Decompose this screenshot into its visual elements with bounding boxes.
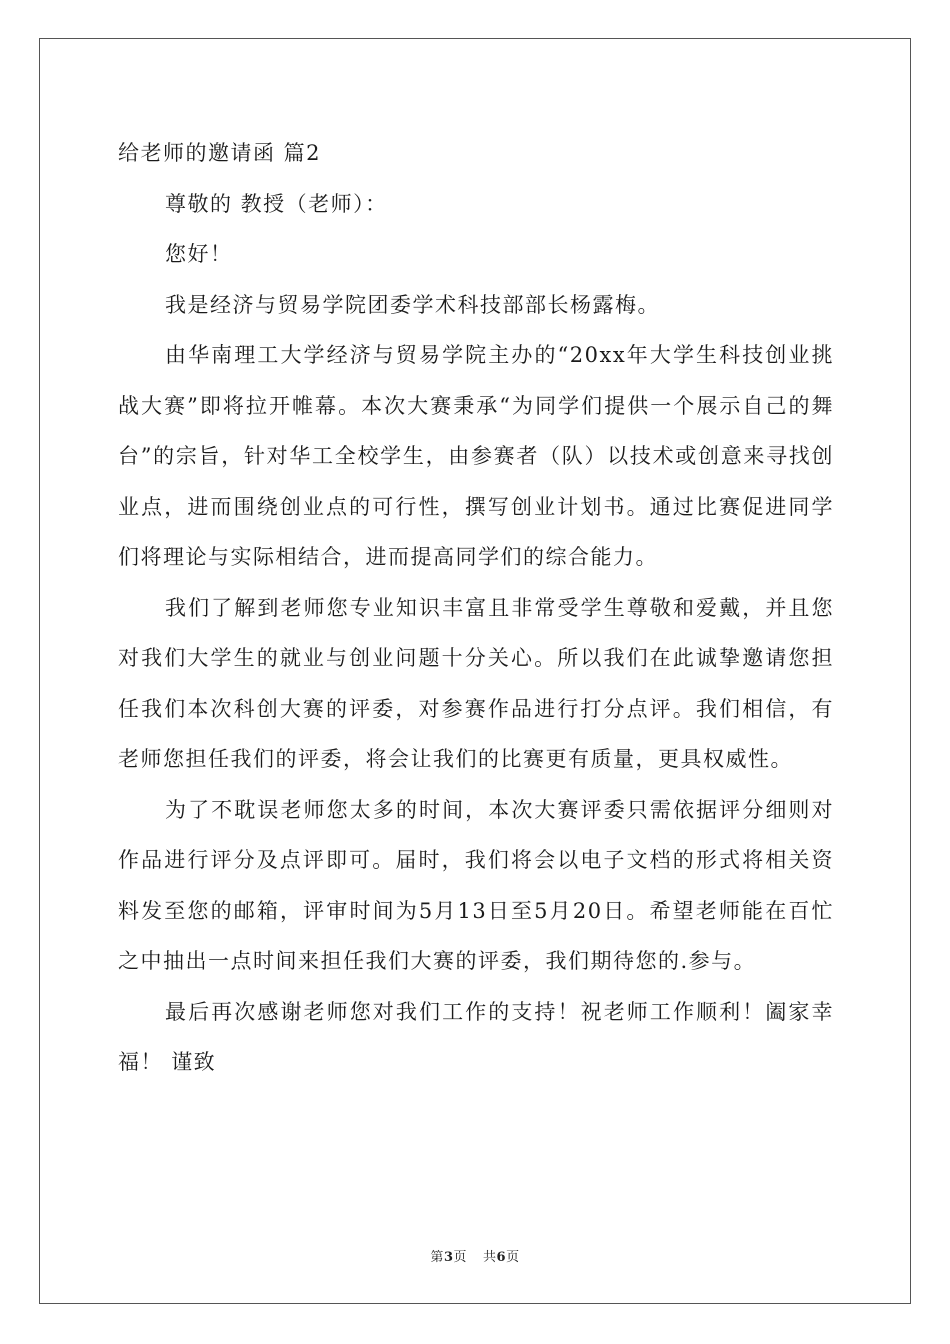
page-footer <box>0 1246 950 1265</box>
paragraph-invitation: 我们了解到老师您专业知识丰富且非常受学生尊敬和爱戴，并且您对我们大学生的就业与创业问题十分关心。所以我们在此诚挚邀请您担任我们本次科创大赛的评委，对参赛作品进行打分点评。我们相信，有老师您担任我们的评委，将会让我们的比赛更有质量，更具权威性。 <box>118 595 834 771</box>
page-prefix: 第 <box>430 1250 444 1265</box>
greeting: 您好！ <box>165 242 233 266</box>
paragraph-schedule: 为了不耽误老师您太多的时间，本次大赛评委只需依据评分细则对作品进行评分及点评即可。届时，我们将会以电子文档的形式将相关资料发至您的邮箱，评审时间为5月13日至5月20日。希望老师能在百忙之中抽出一点时间来担任我们大赛的评委，我们期待您的.参与。 <box>118 797 834 973</box>
total-prefix: 共 <box>483 1250 497 1265</box>
page-total: 6 <box>496 1250 507 1265</box>
paragraph-contest: 由华南理工大学经济与贸易学院主办的“20xx年大学生科技创业挑战大赛”即将拉开帷幕。本次大赛秉承“为同学们提供一个展示自己的舞台”的宗旨，针对华工全校学生，由参赛者（队）以技术或创意来寻找创业点，进而围绕创业点的可行性，撰写创业计划书。通过比赛促进同学们将理论与实际相结合，进而提高同学们的综合能力。 <box>118 343 834 569</box>
document-body <box>118 128 834 1088</box>
paragraph-intro: 我是经济与贸易学院团委学术科技部部长杨露梅。 <box>165 292 660 317</box>
page-current: 3 <box>443 1250 454 1265</box>
document-heading: 给老师的邀请函 篇2 <box>118 141 322 165</box>
paragraph-closing: 最后再次感谢老师您对我们工作的支持！祝老师工作顺利！阖家幸福！ 谨致 <box>118 999 834 1074</box>
salutation: 尊敬的 教授（老师）： <box>165 191 388 216</box>
total-suffix: 页 <box>506 1250 520 1265</box>
page-suffix: 页 <box>453 1250 467 1265</box>
